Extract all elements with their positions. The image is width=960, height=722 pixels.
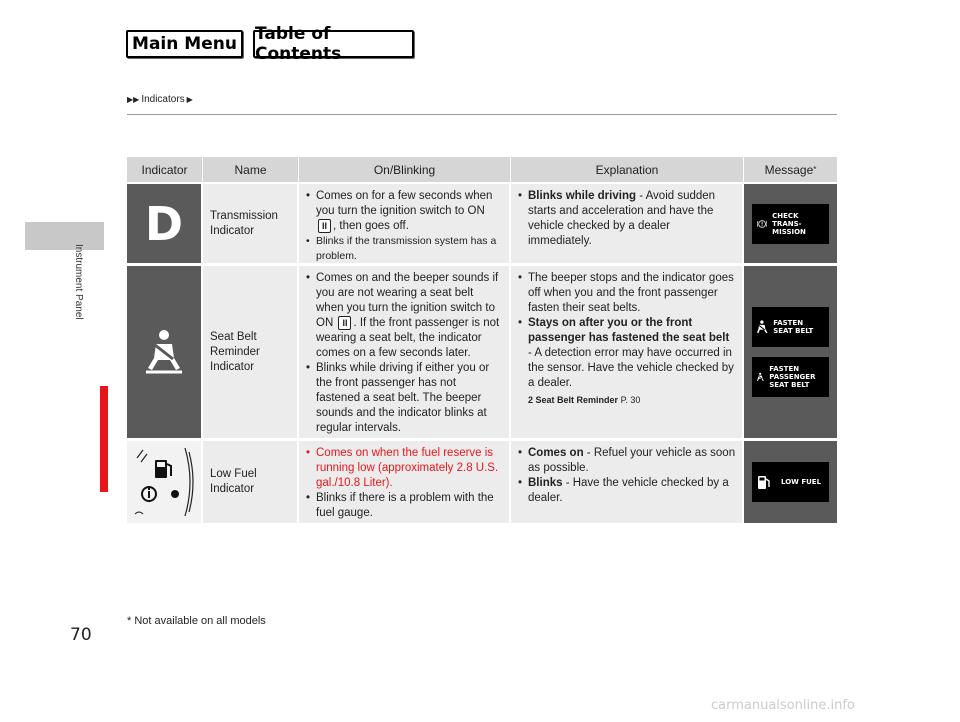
table-row bbox=[127, 441, 837, 526]
table-row bbox=[127, 184, 837, 266]
header-on-blinking: On/Blinking bbox=[299, 157, 511, 182]
header-message: Message * bbox=[764, 162, 817, 177]
warning-icon bbox=[757, 215, 767, 233]
table-row bbox=[127, 266, 837, 441]
row-explanation bbox=[511, 184, 744, 263]
main-menu-button[interactable]: Main Menu bbox=[126, 30, 243, 58]
row-on-blinking bbox=[299, 266, 511, 438]
message-display: FASTEN SEAT BELT bbox=[752, 307, 829, 347]
list-item: • The beeper stops and the indicator goes off when you and the front passenger fasten their seat belts. bbox=[517, 271, 736, 316]
page-number: 70 bbox=[70, 625, 92, 645]
row-message bbox=[744, 184, 837, 263]
list-item: • Blinks while driving - Avoid sudden starts and acceleration and have the vehicle checked by a dealer immediately. bbox=[517, 189, 736, 249]
table-header bbox=[127, 157, 837, 184]
footnote-mark: * bbox=[813, 165, 817, 174]
list-item: • Blinks while driving if either you or the front passenger has not fastened a seat belt. The beeper sounds and the indicator blinks at regular intervals. bbox=[305, 361, 503, 436]
list-item: • Comes on when the fuel reserve is running low (approximately 2.8 U.S. gal./10.8 Liter). bbox=[305, 446, 503, 491]
list-item: • Comes on - Refuel your vehicle as soon as possible. bbox=[517, 446, 736, 476]
row-message bbox=[744, 266, 837, 438]
row-name: Seat Belt Reminder Indicator bbox=[203, 266, 299, 438]
breadcrumb bbox=[127, 94, 193, 105]
cross-reference[interactable]: 2 Seat Belt Reminder P. 30 bbox=[528, 395, 641, 405]
breadcrumb-arrow-icon: ▶▶ bbox=[127, 95, 140, 104]
list-item: • Stays on after you or the front passenger has fastened the seat belt - A detection error may have occurred in the sensor. Have the vehicle checked by a dealer. bbox=[517, 316, 736, 391]
header-name: Name bbox=[203, 157, 299, 182]
message-display: LOW FUEL bbox=[752, 462, 829, 502]
ignition-position-badge: II bbox=[318, 219, 331, 233]
seat-belt-icon bbox=[757, 367, 764, 387]
row-on-blinking bbox=[299, 184, 511, 263]
list-item: • Comes on and the beeper sounds if you are not wearing a seat belt when you turn the ignition switch to ON II . If the front passenger is not wearing a seat belt, the indicator comes on a few seconds later. bbox=[305, 271, 503, 361]
seat-belt-icon bbox=[757, 317, 768, 337]
breadcrumb-arrow-icon: ▶ bbox=[186, 95, 193, 104]
row-message bbox=[744, 441, 837, 523]
list-item: • Comes on for a few seconds when you turn the ignition switch to ON II , then goes off. bbox=[305, 189, 503, 234]
row-on-blinking bbox=[299, 441, 511, 523]
seat-belt-indicator-icon bbox=[127, 266, 203, 438]
side-tab bbox=[25, 222, 104, 250]
message-display: FASTEN PASSENGER SEAT BELT bbox=[752, 357, 829, 397]
low-fuel-indicator-icon bbox=[127, 441, 203, 523]
table-of-contents-button[interactable]: Table of Contents bbox=[253, 30, 414, 58]
message-display: CHECK TRANS-MISSION bbox=[752, 204, 829, 244]
row-name: Low Fuel Indicator bbox=[203, 441, 299, 523]
section-marker bbox=[100, 386, 108, 492]
list-item: • Blinks - Have the vehicle checked by a dealer. bbox=[517, 476, 736, 506]
header-divider bbox=[127, 114, 837, 115]
side-section-label: Instrument Panel bbox=[73, 244, 84, 320]
row-explanation bbox=[511, 266, 744, 438]
header-indicator: Indicator bbox=[127, 157, 203, 182]
watermark: carmanualsonline.info bbox=[711, 698, 855, 713]
fuel-pump-icon bbox=[757, 474, 771, 490]
list-item: • Blinks if the transmission system has a problem. bbox=[305, 234, 503, 264]
transmission-indicator-icon: D bbox=[127, 184, 203, 263]
breadcrumb-indicators[interactable]: Indicators bbox=[141, 94, 185, 105]
row-name: Transmission Indicator bbox=[203, 184, 299, 263]
list-item: • Blinks if there is a problem with the fuel gauge. bbox=[305, 491, 503, 521]
header-explanation: Explanation bbox=[511, 157, 744, 182]
row-explanation bbox=[511, 441, 744, 523]
reference-arrow-icon: 2 bbox=[528, 395, 534, 405]
indicator-table bbox=[127, 157, 837, 526]
footnote: * Not available on all models bbox=[127, 615, 266, 627]
ignition-position-badge: II bbox=[338, 316, 351, 330]
